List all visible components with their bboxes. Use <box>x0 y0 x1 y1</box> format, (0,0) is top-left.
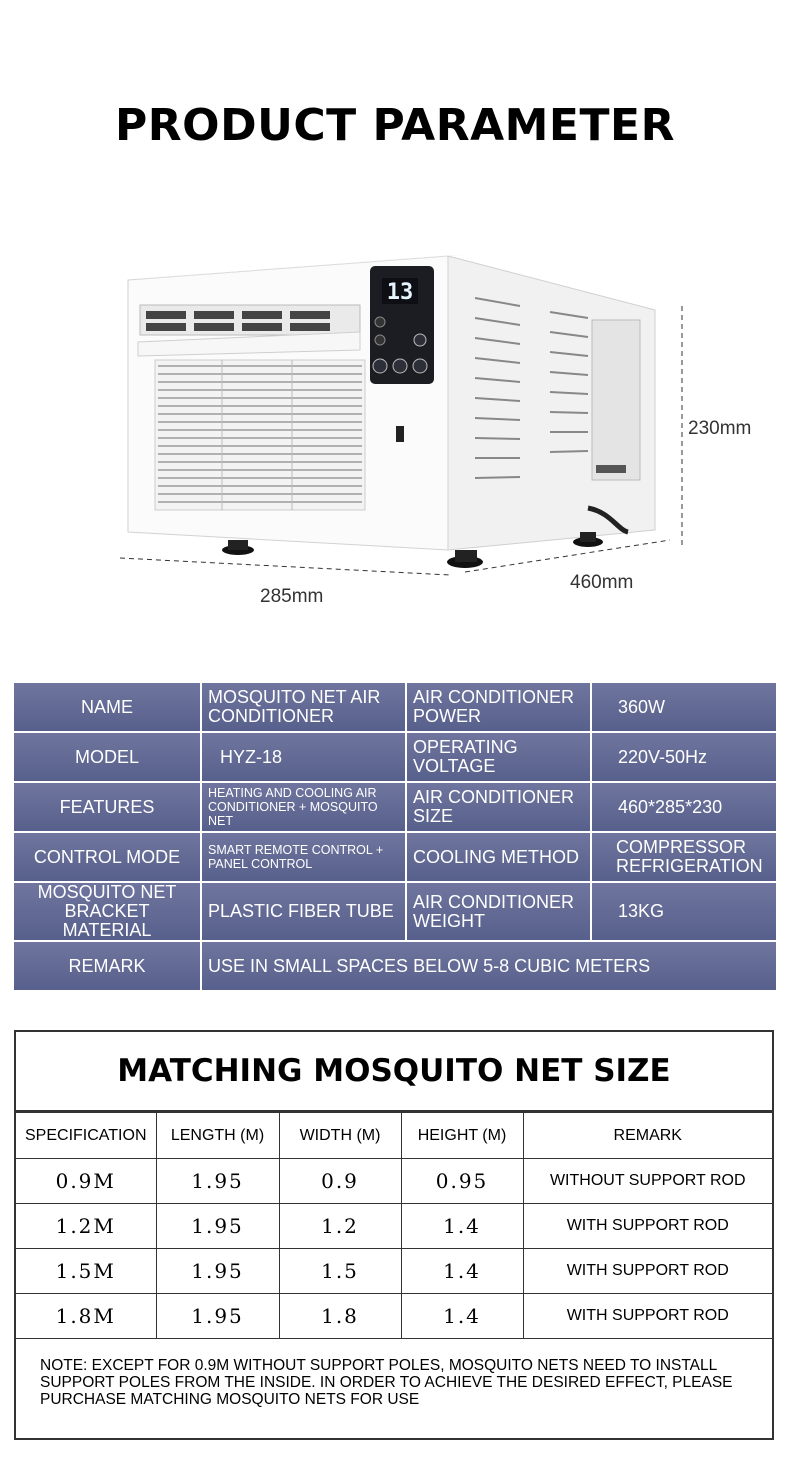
spec-value: MOSQUITO NET AIR CONDITIONER <box>201 682 406 732</box>
column-header: LENGTH (M) <box>156 1113 279 1159</box>
table-cell: 1.4 <box>401 1294 523 1339</box>
table-cell: 1.2M <box>16 1204 156 1249</box>
table-cell: 0.9 <box>279 1159 401 1204</box>
table-cell: 0.9M <box>16 1159 156 1204</box>
spec-row <box>13 941 777 991</box>
spec-label: MODEL <box>13 732 201 782</box>
spec-label: AIR CONDITIONER POWER <box>406 682 591 732</box>
spec-row <box>13 782 777 832</box>
spec-value: 220V-50Hz <box>591 732 777 782</box>
page-title: PRODUCT PARAMETER <box>115 100 675 151</box>
table-cell: WITH SUPPORT ROD <box>523 1294 772 1339</box>
spec-value: COMPRESSOR REFRIGERATION <box>591 832 777 882</box>
column-header: HEIGHT (M) <box>401 1113 523 1159</box>
air-conditioner-image <box>110 250 790 630</box>
table-cell: 0.95 <box>401 1159 523 1204</box>
spec-label: FEATURES <box>13 782 201 832</box>
spec-label: AIR CONDITIONER WEIGHT <box>406 882 591 941</box>
table-cell: WITHOUT SUPPORT ROD <box>523 1159 772 1204</box>
width-dimension: 285mm <box>260 586 324 607</box>
table-cell: WITH SUPPORT ROD <box>523 1249 772 1294</box>
table-row <box>16 1249 772 1294</box>
table-cell: 1.4 <box>401 1204 523 1249</box>
column-header: SPECIFICATION <box>16 1113 156 1159</box>
spec-row <box>13 882 777 941</box>
spec-label: OPERATING VOLTAGE <box>406 732 591 782</box>
spec-label: COOLING METHOD <box>406 832 591 882</box>
table-cell: 1.95 <box>156 1204 279 1249</box>
spec-label: CONTROL MODE <box>13 832 201 882</box>
spec-table <box>12 681 778 992</box>
spec-value: PLASTIC FIBER TUBE <box>201 882 406 941</box>
table-row <box>16 1204 772 1249</box>
column-header: REMARK <box>523 1113 772 1159</box>
display-number: 13 <box>386 280 414 305</box>
spec-label: MOSQUITO NET BRACKET MATERIAL <box>13 882 201 941</box>
table-row <box>16 1159 772 1204</box>
table-cell: 1.95 <box>156 1159 279 1204</box>
depth-dimension: 460mm <box>570 572 634 593</box>
table-cell: WITH SUPPORT ROD <box>523 1204 772 1249</box>
spec-label: AIR CONDITIONER SIZE <box>406 782 591 832</box>
spec-row <box>13 732 777 782</box>
spec-value: HEATING AND COOLING AIR CONDITIONER + MOSQUITO NET <box>201 782 406 832</box>
spec-value: 460*285*230 <box>591 782 777 832</box>
spec-value: 360W <box>591 682 777 732</box>
table-cell: 1.4 <box>401 1249 523 1294</box>
spec-value: 13KG <box>591 882 777 941</box>
spec-value: HYZ-18 <box>201 732 406 782</box>
column-header: WIDTH (M) <box>279 1113 401 1159</box>
table-cell: 1.8M <box>16 1294 156 1339</box>
table-cell: 1.95 <box>156 1249 279 1294</box>
table-row <box>16 1294 772 1339</box>
table-cell: 1.5 <box>279 1249 401 1294</box>
height-dimension: 230mm <box>688 418 752 439</box>
spec-label: NAME <box>13 682 201 732</box>
note-text: NOTE: EXCEPT FOR 0.9M WITHOUT SUPPORT POLES, MOSQUITO NETS NEED TO INSTALL SUPPORT POLES FROM THE INSIDE. IN ORDER TO ACHIEVE THE DESIRED EFFECT, PLEASE PURCHASE MATCHING MOSQUITO NETS FOR USE <box>40 1357 733 1408</box>
spec-row <box>13 832 777 882</box>
remark-value: USE IN SMALL SPACES BELOW 5-8 CUBIC METERS <box>201 941 777 991</box>
spec-value: SMART REMOTE CONTROL + PANEL CONTROL <box>201 832 406 882</box>
net-table-title: MATCHING MOSQUITO NET SIZE <box>16 1032 772 1112</box>
table-cell: 1.5M <box>16 1249 156 1294</box>
net-size-table <box>14 1030 774 1440</box>
table-cell: 1.2 <box>279 1204 401 1249</box>
table-cell: 1.95 <box>156 1294 279 1339</box>
table-cell: 1.8 <box>279 1294 401 1339</box>
remark-label: REMARK <box>13 941 201 991</box>
spec-row <box>13 682 777 732</box>
table-header <box>16 1113 772 1159</box>
